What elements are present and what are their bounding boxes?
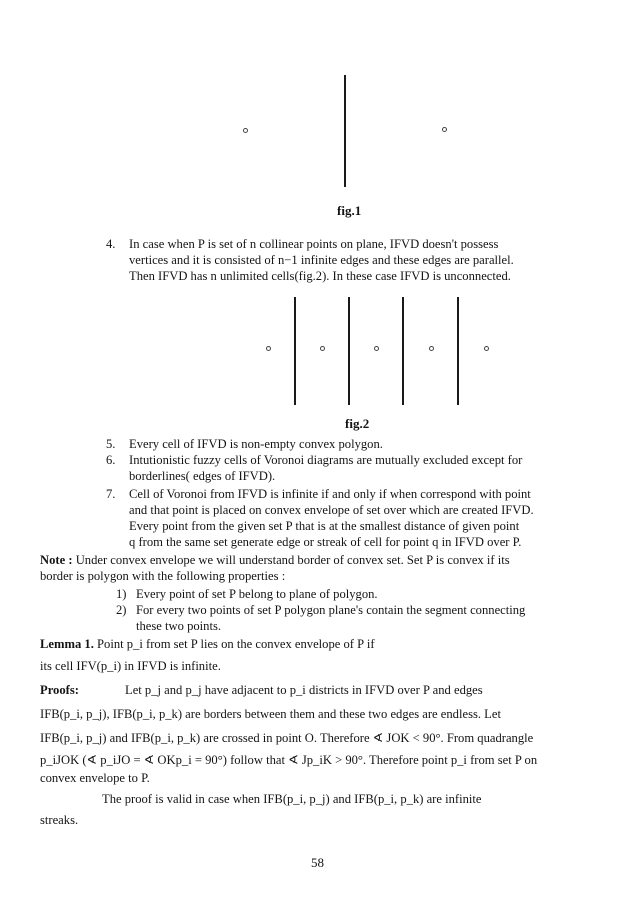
proof-closing-1: The proof is valid in case when IFB(p_i, p_j) and IFB(p_i, p_k) are infinite (102, 792, 482, 806)
item-7-line-1: Cell of Voronoi from IFVD is infinite if and only if when correspond with point (129, 487, 531, 501)
fig2-edge-4 (457, 297, 459, 405)
lemma-line-2: its cell IFV(p_i) in IFVD is infinite. (40, 659, 221, 673)
fig1-point-right (442, 127, 447, 132)
item-4-line-3 (129, 269, 511, 284)
fig2-point-2 (320, 346, 325, 351)
item-7-line-2: and that point is placed on convex envelope of set over which are created IFVD. (129, 503, 534, 517)
property-1-line-1: Every point of set P belong to plane of polygon. (136, 587, 378, 601)
proof-line-1: Let p_j and p_j have adjacent to p_i districts in IFVD over P and edges (125, 683, 483, 697)
note-label: Note : (40, 553, 73, 567)
fig1-bisector-line (344, 75, 346, 187)
item-4-number: 4. (106, 237, 116, 251)
note-line-2: border is polygon with the following properties : (40, 569, 286, 583)
lemma-label: Lemma 1. (40, 637, 94, 651)
fig2-edge-1 (294, 297, 296, 405)
fig2-point-5 (484, 346, 489, 351)
item-7-line-4: q from the same set generate edge or streak of cell for point q in IFVD over P. (129, 535, 522, 549)
proof-line-2: IFB(p_i, p_j), IFB(p_i, p_k) are borders between them and these two edges are endless. Let (40, 707, 501, 721)
item-7-number: 7. (106, 487, 116, 501)
proof-label: Proofs: (40, 683, 79, 697)
item-7-line-3: Every point from the given set P that is at the smallest distance of given point (129, 519, 520, 533)
property-2-line-1: For every two points of set P polygon plane's contain the segment connecting (136, 603, 526, 617)
item-4-line-3-text: Then IFVD has n unlimited cells(fig.2). In these case IFVD is unconnected. (129, 269, 511, 283)
item-4-line-1 (129, 237, 498, 252)
item-6-number: 6. (106, 453, 116, 467)
item-5-number: 5. (106, 437, 116, 451)
property-2-line-2: these two points. (136, 619, 222, 633)
fig2-edge-3 (402, 297, 404, 405)
fig1-point-left (243, 128, 248, 133)
note-line-1 (40, 553, 510, 568)
proof-closing-2: streaks. (40, 813, 79, 827)
page-number: 58 (311, 855, 324, 870)
lemma-text-1: Point p_i from set P lies on the convex envelope of P if (97, 637, 375, 651)
fig2-point-4 (429, 346, 434, 351)
fig1-caption: fig.1 (337, 203, 362, 218)
proof-line-5: convex envelope to P. (40, 771, 150, 785)
item-4-line-2-text: vertices and it is consisted of n−1 infinite edges and these edges are parallel. (129, 253, 514, 267)
item-5-line-1: Every cell of IFVD is non-empty convex polygon. (129, 437, 383, 451)
item-4-line-1-text: In case when P is set of n collinear points on plane, IFVD doesn't possess (129, 237, 499, 251)
fig2-point-3 (374, 346, 379, 351)
proof-line-3: IFB(p_i, p_j) and IFB(p_i, p_k) are crossed in point O. Therefore ∢ JOK < 90°. From quadrangle (40, 731, 534, 745)
lemma-line-1 (40, 637, 375, 652)
note-text-1: Under convex envelope we will understand border of convex set. Set P is convex if its (75, 553, 510, 567)
item-6-line-2: borderlines( edges of IFVD). (129, 469, 276, 483)
fig2-caption: fig.2 (345, 416, 370, 431)
property-1-number: 1) (116, 587, 127, 601)
property-2-number: 2) (116, 603, 127, 617)
item-6-line-1: Intutionistic fuzzy cells of Voronoi diagrams are mutually excluded except for (129, 453, 523, 467)
fig2-point-1 (266, 346, 271, 351)
item-4-line-2 (129, 253, 514, 268)
proof-line-4: p_iJOK (∢ p_iJO = ∢ OKp_i = 90°) follow that ∢ Jp_iK > 90°. Therefore point p_i from set P on (40, 753, 538, 767)
fig2-edge-2 (348, 297, 350, 405)
